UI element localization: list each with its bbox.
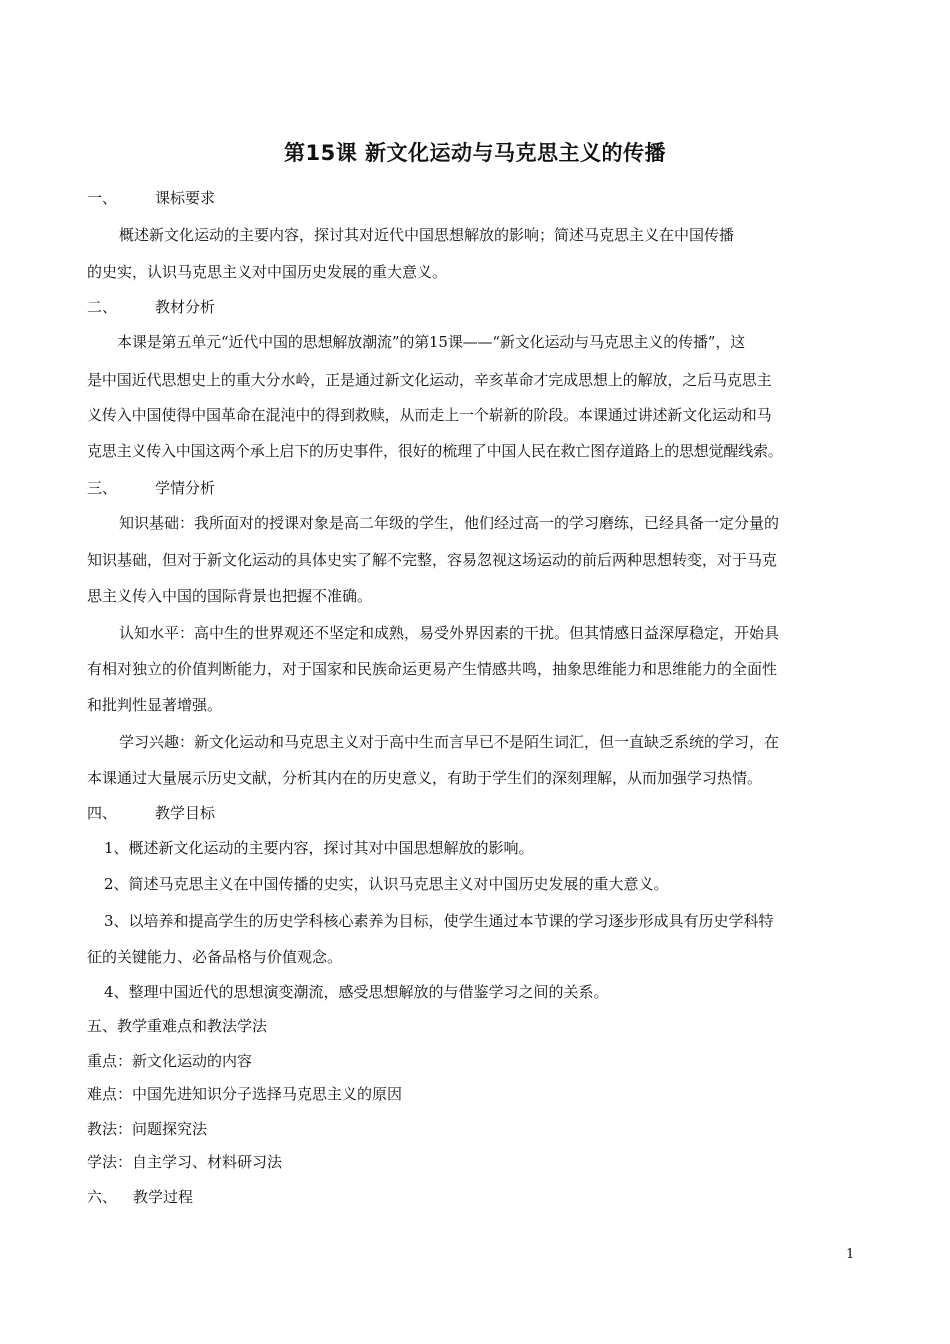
paragraph-line: 知识基础：我所面对的授课对象是高二年级的学生，他们经过高一的学习磨练，已经具备一定分量的	[119, 514, 780, 532]
section-heading-5: 五、教学重难点和教法学法	[87, 1017, 268, 1035]
paragraph-line: 概述新文化运动的主要内容，探讨其对近代中国思想解放的影响；简述马克思主义在中国传播	[119, 226, 735, 244]
page-title: 第15课 新文化运动与马克思主义的传播	[283, 141, 667, 165]
list-item: 2、简述马克思主义在中国传播的史实，认识马克思主义对中国历史发展的重大意义。	[104, 875, 669, 893]
paragraph-line: 的史实，认识马克思主义对中国历史发展的重大意义。	[87, 263, 448, 281]
paragraph-line: 是中国近代思想史上的重大分水岭，正是通过新文化运动，辛亥革命才完成思想上的解放，之后马克思主	[87, 371, 772, 389]
paragraph-line: 和批判性显著增强。	[87, 696, 223, 714]
list-item: 1、概述新文化运动的主要内容，探讨其对中国思想解放的影响。	[104, 839, 534, 857]
paragraph-line: 学习兴趣：新文化运动和马克思主义对于高中生而言早已不是陌生词汇，但一直缺乏系统的学习，在	[119, 733, 780, 751]
list-item: 4、整理中国近代的思想演变潮流，感受思想解放的与借鉴学习之间的关系。	[104, 983, 609, 1001]
section-heading-3: 三、 学情分析	[87, 479, 216, 497]
list-item-continuation: 征的关键能力、必备品格与价值观念。	[87, 948, 343, 966]
paragraph-line: 本课是第五单元“近代中国的思想解放潮流”的第15课——“新文化运动与马克思主义的传播”，这	[117, 333, 746, 351]
paragraph-line: 本课通过大量展示历史文献，分析其内在的历史意义，有助于学生们的深刻理解，从而加强学习热情。	[87, 769, 763, 787]
teaching-method-line: 教法：问题探究法	[87, 1120, 208, 1138]
list-item: 3、以培养和提高学生的历史学科核心素养为目标，使学生通过本节课的学习逐步形成具有历史学科特	[104, 912, 774, 930]
learning-method-line: 学法：自主学习、材料研习法	[87, 1153, 283, 1171]
difficult-point-line: 难点：中国先进知识分子选择马克思主义的原因	[87, 1085, 403, 1103]
section-heading-6: 六、 教学过程	[87, 1188, 194, 1206]
paragraph-line: 有相对独立的价值判断能力，对于国家和民族命运更易产生情感共鸣，抽象思维能力和思维能力的全面性	[87, 660, 778, 678]
page-number: 1	[846, 1247, 855, 1262]
paragraph-line: 思主义传入中国的国际背景也把握不准确。	[87, 587, 373, 605]
section-heading-1: 一、 课标要求	[87, 189, 216, 207]
key-point-line: 重点：新文化运动的内容	[87, 1052, 253, 1070]
paragraph-line: 认知水平：高中生的世界观还不坚定和成熟，易受外界因素的干扰。但其情感日益深厚稳定，开始具	[119, 624, 780, 642]
paragraph-line: 义传入中国使得中国革命在混沌中的得到救赎，从而走上一个崭新的阶段。本课通过讲述新文化运动和马	[87, 406, 772, 424]
paragraph-line: 克思主义传入中国这两个承上启下的历史事件，很好的梳理了中国人民在救亡图存道路上的思想觉醒线索。	[87, 442, 783, 460]
section-heading-2: 二、 教材分析	[87, 298, 216, 316]
paragraph-line: 知识基础，但对于新文化运动的具体史实了解不完整，容易忽视这场运动的前后两种思想转变，对于马克	[87, 551, 778, 569]
section-heading-4: 四、 教学目标	[87, 804, 216, 822]
